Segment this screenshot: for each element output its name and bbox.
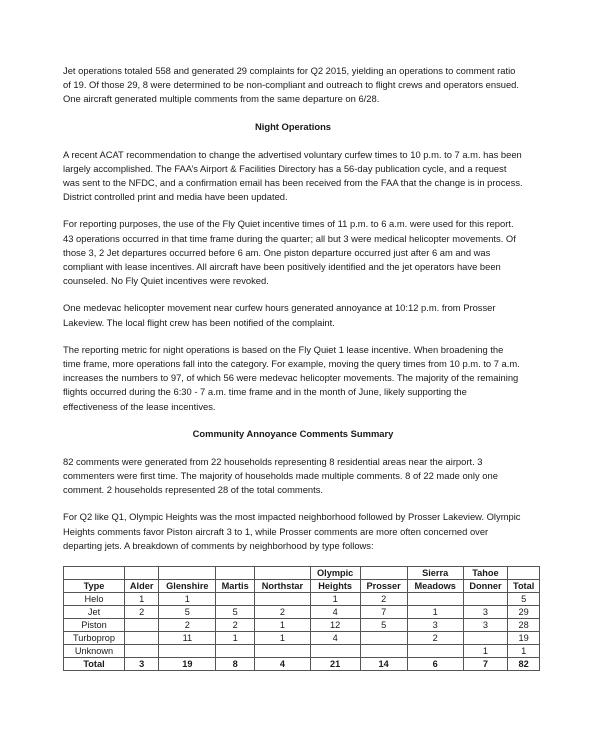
table-cell: 21 (310, 658, 360, 671)
table-cell: Olympic (310, 567, 360, 580)
table-cell (254, 567, 310, 580)
table-cell: 5 (360, 619, 407, 632)
table-cell: 8 (216, 658, 255, 671)
table-cell: 2 (216, 619, 255, 632)
table-cell: Martis (216, 580, 255, 593)
table-cell (125, 567, 159, 580)
table-cell: 1 (254, 632, 310, 645)
table-cell: 2 (254, 606, 310, 619)
table-cell: Heights (310, 580, 360, 593)
table-cell: 1 (310, 593, 360, 606)
table-cell: 11 (159, 632, 216, 645)
table-cell (463, 632, 508, 645)
table-cell: 1 (216, 632, 255, 645)
jet-operations-paragraph: Jet operations totaled 558 and generated 29 complaints for Q2 2015, yielding an operations to comment ratio of 19. Of those 29, 8 were determined to be non-compliant and outreach to flight crews and operators ensued. One aircraft generated multiple comments from the same departure on 6/28. (63, 65, 520, 105)
table-cell: Sierra (407, 567, 463, 580)
table-cell: Donner (463, 580, 508, 593)
table-cell: 14 (360, 658, 407, 671)
table-row (64, 606, 540, 619)
table-cell: 3 (463, 619, 508, 632)
medevac-paragraph: One medevac helicopter movement near curfew hours generated annoyance at 10:12 p.m. from Prosser Lakeview. The local flight crew has been notified of the complaint. (63, 302, 496, 328)
table-cell: 1 (508, 645, 540, 658)
table-cell: Piston (64, 619, 125, 632)
table-cell (407, 645, 463, 658)
table-cell: 12 (310, 619, 360, 632)
table-cell: Meadows (407, 580, 463, 593)
table-cell (360, 645, 407, 658)
table-cell: 2 (125, 606, 159, 619)
table-cell: 5 (508, 593, 540, 606)
table-cell (360, 567, 407, 580)
table-cell: 3 (463, 606, 508, 619)
table-row (64, 645, 540, 658)
comments-summary-paragraph: 82 comments were generated from 22 households representing 8 residential areas near the airport. 3 commenters were first time. The majority of households made multiple comments. 8 of 22 made only one comment. 2 households represented 28 of the total comments. (63, 455, 498, 496)
table-cell (216, 593, 255, 606)
table-cell: 29 (508, 606, 540, 619)
table-cell (216, 567, 255, 580)
table-cell (254, 645, 310, 658)
table-row (64, 619, 540, 632)
table-cell (216, 645, 255, 658)
community-annoyance-heading: Community Annoyance Comments Summary (192, 427, 394, 439)
table-cell (508, 567, 540, 580)
table-cell: Total (64, 658, 125, 671)
table-cell (125, 632, 159, 645)
table-row (64, 632, 540, 645)
table-cell: Prosser (360, 580, 407, 593)
table-cell: 4 (310, 606, 360, 619)
table-header-row (64, 580, 540, 593)
table-cell (159, 645, 216, 658)
table-cell: Helo (64, 593, 125, 606)
table-cell: 3 (407, 619, 463, 632)
table-cell (310, 645, 360, 658)
table-cell (64, 567, 125, 580)
table-cell: 1 (463, 645, 508, 658)
table-cell: 5 (159, 606, 216, 619)
table-cell: 82 (508, 658, 540, 671)
table-cell: 2 (159, 619, 216, 632)
comments-by-neighborhood-table (63, 566, 540, 671)
table-cell: 1 (159, 593, 216, 606)
table-cell: 28 (508, 619, 540, 632)
table-cell: Glenshire (159, 580, 216, 593)
table-cell: 1 (407, 606, 463, 619)
neighborhood-breakdown-paragraph: For Q2 like Q1, Olympic Heights was the most impacted neighborhood followed by Prosser Lakeview. Olympic Heights comments favor Piston aircraft 3 to 1, while Prosser comments are more often concerned over departing jets. A breakdown of comments by neighborhood by type follows: (63, 511, 521, 551)
table-cell: Type (64, 580, 125, 593)
table-row (64, 593, 540, 606)
table-cell: 19 (159, 658, 216, 671)
table-cell (254, 593, 310, 606)
table-cell: 3 (125, 658, 159, 671)
table-cell (125, 619, 159, 632)
table-cell: Tahoe (463, 567, 508, 580)
reporting-metric-paragraph: The reporting metric for night operations is based on the Fly Quiet 1 lease incentive. When broadening the time frame, more operations fall into the category. For example, moving the query times from 10 p.m. to 7 a.m. increases the numbers to 97, of which 56 were medevac helicopter movements. The majority of the remaining flights occurred during the 6:30 - 7 a.m. time frame and in the month of June, likely supporting the effectiveness of the lease incentives. (63, 343, 520, 412)
table-cell (159, 567, 216, 580)
table-cell (125, 645, 159, 658)
table-cell: 1 (254, 619, 310, 632)
table-cell: Northstar (254, 580, 310, 593)
table-cell: 1 (125, 593, 159, 606)
table-cell: Total (508, 580, 540, 593)
table-cell: Turboprop (64, 632, 125, 645)
fly-quiet-reporting-paragraph: For reporting purposes, the use of the Fly Quiet incentive times of 11 p.m. to 6 a.m. were used for this report. 43 operations occurred in that time frame during the quarter; all but 3 were medical helicopter movements. Of those 3, 2 Jet departures occurred before 6 am. One piston departure occurred just after 6 am and was compliant with lease incentives. All aircraft have been positively identified and the jet operators have been counseled. No Fly Quiet incentives were revoked. (63, 218, 516, 287)
table-cell (360, 632, 407, 645)
table-cell: Alder (125, 580, 159, 593)
table-cell: 2 (360, 593, 407, 606)
night-operations-heading: Night Operations (254, 120, 332, 132)
table-cell: 5 (216, 606, 255, 619)
table-cell: Jet (64, 606, 125, 619)
table-cell: 19 (508, 632, 540, 645)
table-cell: Unknown (64, 645, 125, 658)
table-header-row (64, 567, 540, 580)
table-cell: 4 (310, 632, 360, 645)
curfew-recommendation-paragraph: A recent ACAT recommendation to change the advertised voluntary curfew times to 10 p.m. to 7 a.m. has been largely accomplished. The FAA’s Airport & Facilities Directory has a 56-day publication cycle, and a request was sent to the NFDC, and a confirmation email has been received from the FAA that the change is in process. District controlled print and media have been updated. (63, 148, 523, 203)
table-cell (463, 593, 508, 606)
table-cell (407, 593, 463, 606)
table-cell: 6 (407, 658, 463, 671)
document-page (63, 64, 535, 671)
table-total-row (64, 658, 540, 671)
table-cell: 4 (254, 658, 310, 671)
table-cell: 7 (463, 658, 508, 671)
table-cell: 7 (360, 606, 407, 619)
table-cell: 2 (407, 632, 463, 645)
